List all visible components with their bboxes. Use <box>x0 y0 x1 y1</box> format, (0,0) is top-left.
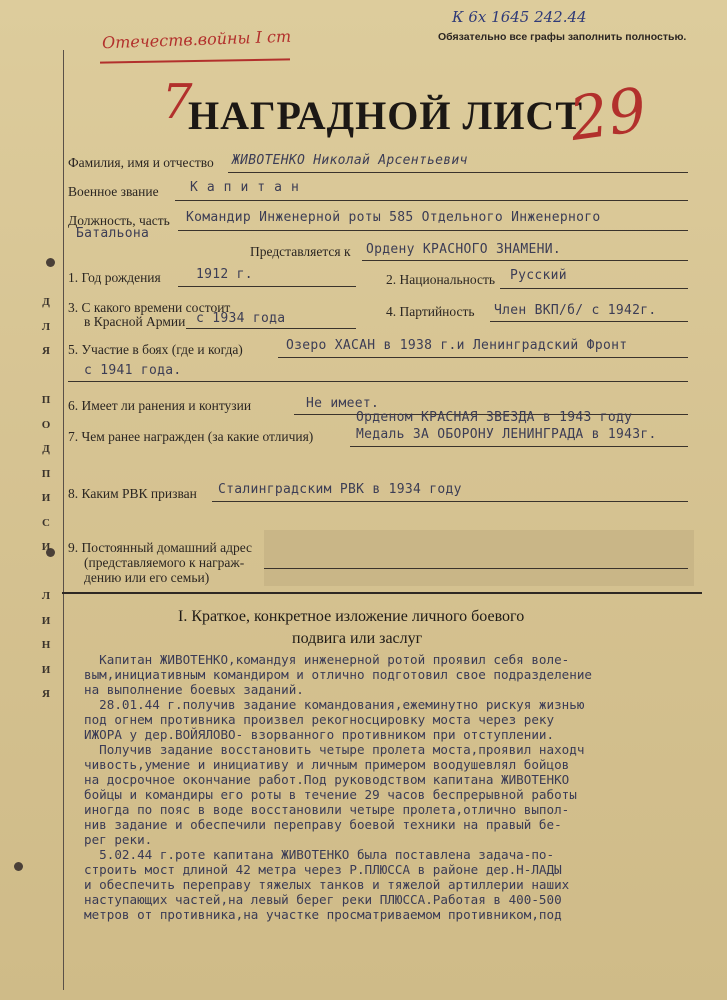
nationality-label: 2. Национальность <box>386 272 496 287</box>
narrative-line: ИЖОРА у дер.ВОЙЯЛОВО- взорванного противником при отступлении. <box>84 727 555 742</box>
battles-label: 5. Участие в боях (где и когда) <box>68 342 243 357</box>
name-underline <box>228 172 688 173</box>
rvk-value: Сталинградским РВК в 1934 году <box>218 482 462 497</box>
narrative-line: чивость,умение и инициативу и личным примером воодушевлял бойцов <box>84 757 570 772</box>
party-value: Член ВКП/б/ с 1942г. <box>494 303 657 318</box>
address-label-line2: (представляемого к награж- <box>84 555 245 570</box>
narrative-line: на досрочное окончание работ.Под руководством капитана ЖИВОТЕНКО <box>84 772 570 787</box>
position-value-line1: Командир Инженерной роты 585 Отдельного Инженерного <box>186 210 601 225</box>
side-letter: С <box>42 516 50 529</box>
punch-hole-bottom <box>14 862 23 871</box>
section-separator <box>62 592 702 594</box>
narrative-line: 5.02.44 г.роте капитана ЖИВОТЕНКО была поставлена задача-по- <box>84 847 555 862</box>
battles-underline-2 <box>68 381 688 382</box>
narrative-line: бойцы и командиры его роты в течение 29 часов беспрерывной работы <box>84 787 577 802</box>
rank-label: Военное звание <box>68 184 159 199</box>
narrative-line: нив задание и обеспечили переправу боевой техники на правый бе- <box>84 817 562 832</box>
side-letter: И <box>41 614 51 627</box>
narrative-line: наступающих частей,на левый берег реки ПЛЮССА.Работая в 400-500 <box>84 892 562 907</box>
section-heading-line2: подвига или заслуг <box>292 630 423 647</box>
side-letter: И <box>41 492 51 504</box>
service-label-line2: в Красной Армии <box>84 314 186 329</box>
nationality-underline <box>500 288 688 289</box>
side-text-column <box>38 290 54 710</box>
narrative-line: 28.01.44 г.получив задание командования,ежеминутно рискуя жизнью <box>84 697 585 712</box>
side-letter: Я <box>42 345 50 357</box>
battles-value-line2: с 1941 года. <box>84 363 182 378</box>
red-mark-left: 7 <box>162 74 193 130</box>
awards-value-line1: Орденом КРАСНАЯ ЗВЕЗДА в 1943 году <box>356 410 633 425</box>
battles-value-line1: Озеро ХАСАН в 1938 г.и Ленинградский Фронт <box>286 338 628 353</box>
service-underline <box>186 328 356 329</box>
red-mark-right: 29 <box>565 75 651 155</box>
name-value: ЖИВОТЕНКО Николай Арсентьевич <box>232 153 468 168</box>
position-underline <box>178 230 688 231</box>
nominated-underline <box>362 260 688 261</box>
position-label: Должность, часть <box>68 213 170 228</box>
side-letter: Н <box>41 639 51 651</box>
side-letter: О <box>41 418 51 431</box>
narrative-line: на выполнение боевых заданий. <box>84 682 304 697</box>
archive-reference: К 6х 1645 242.44 <box>452 8 587 26</box>
birth-year-value: 1912 г. <box>196 267 253 282</box>
battles-underline-1 <box>278 357 688 358</box>
rank-value: Капитан <box>190 180 308 195</box>
awards-underline <box>350 446 688 447</box>
narrative-line: под огнем противника произвел рекогносцировку моста через реку <box>84 712 555 727</box>
address-label-line1: 9. Постоянный домашний адрес <box>68 540 253 555</box>
margin-line <box>63 50 64 990</box>
narrative-line: рег реки. <box>84 832 153 847</box>
side-letter <box>38 364 54 389</box>
service-label-line1: 3. С какого времени состоит <box>68 300 231 315</box>
nationality-value: Русский <box>510 268 567 283</box>
nominated-label: Представляется к <box>250 244 351 259</box>
side-letter: И <box>41 663 51 676</box>
side-letter: Я <box>42 688 50 700</box>
rvk-label: 8. Каким РВК призван <box>68 486 197 501</box>
narrative-line: строить мост длиной 42 метра через Р.ПЛЮССА в районе дер.Н-ЛАДЫ <box>84 862 562 877</box>
side-letter <box>38 560 54 585</box>
narrative-line: Капитан ЖИВОТЕНКО,командуя инженерной ротой проявил себя воле- <box>84 652 570 667</box>
side-letter: Л <box>41 320 51 333</box>
page-title: НАГРАДНОЙ ЛИСТ <box>188 93 583 138</box>
position-value-line2: Батальона <box>76 226 150 241</box>
side-letter: И <box>41 541 51 553</box>
party-underline <box>490 321 688 322</box>
narrative-line: и обеспечить переправу тяжелых танков и тяжелой артиллерии наших <box>84 877 570 892</box>
birth-year-underline <box>178 286 356 287</box>
party-label: 4. Партийность <box>386 304 475 319</box>
handwritten-note: Отечеств.войны I ст <box>101 26 292 53</box>
side-letter: П <box>41 467 51 480</box>
birth-year-label: 1. Год рождения <box>68 270 161 285</box>
service-value: с 1934 года <box>196 311 286 326</box>
rank-underline <box>175 200 688 201</box>
address-redaction <box>264 530 694 586</box>
wounds-label: 6. Имеет ли ранения и контузии <box>68 398 252 413</box>
narrative-line: метров от противника,на участке просматриваемом противником,под <box>84 907 562 922</box>
address-underline <box>264 568 688 569</box>
handwritten-underline <box>100 58 290 63</box>
name-label: Фамилия, имя и отчество <box>68 155 214 170</box>
nominated-value: Ордену КРАСНОГО ЗНАМЕНИ. <box>366 242 562 257</box>
fill-notice: Обязательно все графы заполнить полностью. <box>438 31 687 43</box>
punch-hole-top <box>46 258 55 267</box>
side-letter: П <box>41 394 51 406</box>
side-letter: Л <box>41 590 51 602</box>
side-letter: Д <box>42 296 50 308</box>
rvk-underline <box>212 501 688 502</box>
section-heading-line1: I. Краткое, конкретное изложение личного боевого <box>178 608 525 625</box>
address-label-line3: дению или его семьи) <box>84 570 210 585</box>
wounds-value: Не имеет. <box>306 396 380 411</box>
narrative-line: вым,инициативным командиром и отлично подготовил свое подразделение <box>84 667 592 682</box>
awards-label: 7. Чем ранее награжден (за какие отличия) <box>68 429 314 444</box>
narrative-line: Получив задание восстановить четыре пролета моста,проявил находч <box>84 742 585 757</box>
narrative <box>84 652 714 922</box>
awards-value-line2: Медаль ЗА ОБОРОНУ ЛЕНИНГРАДА в 1943г. <box>356 427 657 442</box>
narrative-line: иногда по пояс в воде восстановили четыре пролета,отлично выпол- <box>84 802 570 817</box>
side-letter: Д <box>42 443 50 455</box>
